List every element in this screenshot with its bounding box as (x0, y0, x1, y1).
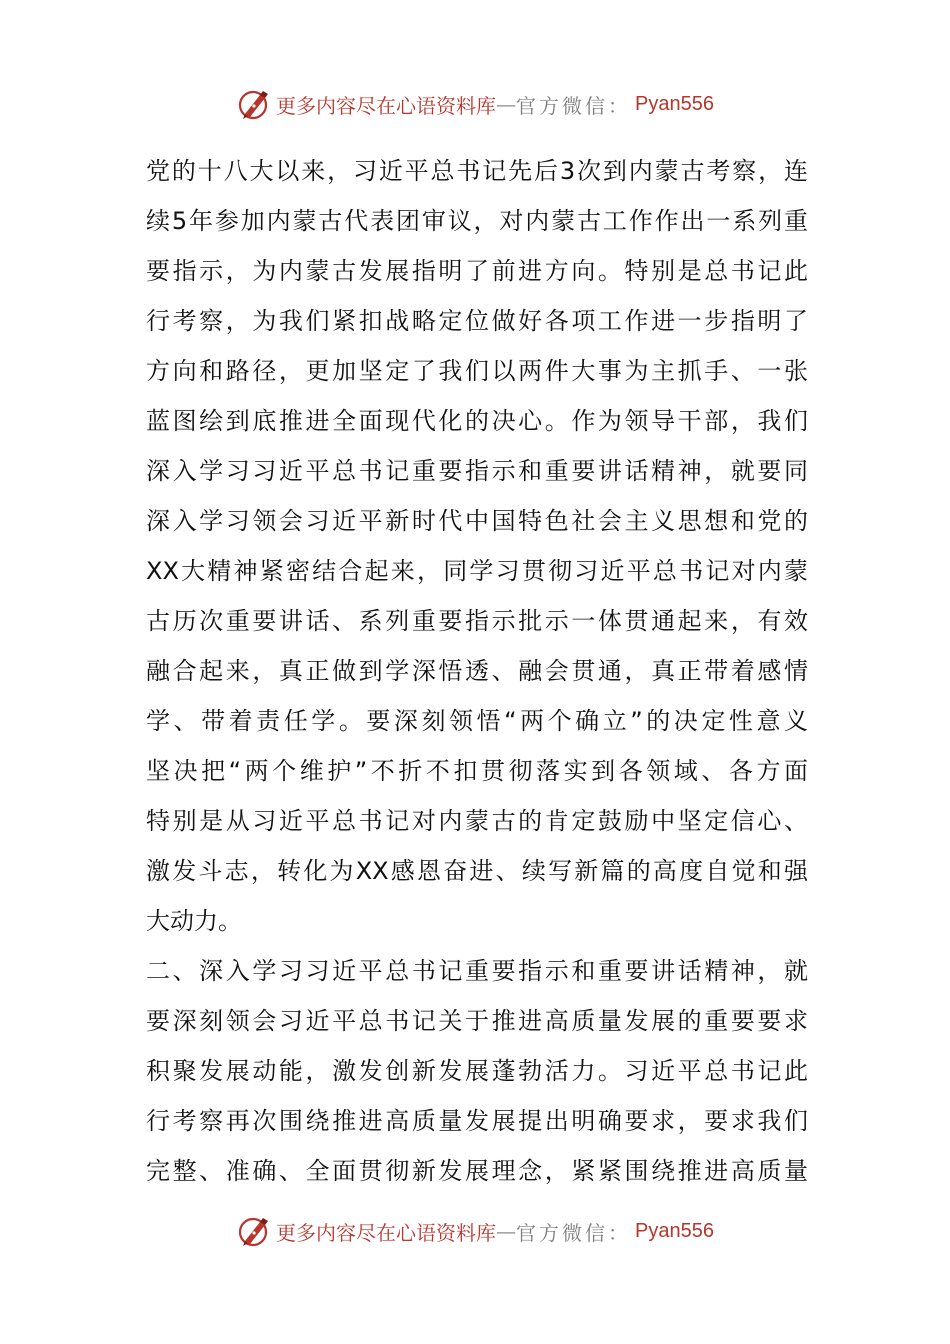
text-line-section-heading: 二、深入学习习近平总书记重要指示和重要讲话精神，就 (146, 957, 808, 985)
text-line: XX大精神紧密结合起来，同学习贯彻习近平总书记对内蒙 (146, 557, 808, 585)
watermark-label: 官方微信： (516, 1220, 632, 1245)
watermark-label: 官方微信： (516, 93, 632, 118)
watermark-wechat-id: Pyan556 (635, 1219, 714, 1242)
text-line: 行考察，为我们紧扣战略定位做好各项工作进一步指明了 (146, 307, 808, 335)
text-line: 要指示，为内蒙古发展指明了前进方向。特别是总书记此 (146, 257, 808, 285)
text-line: 蓝图绘到底推进全面现代化的决心。作为领导干部，我们 (146, 407, 808, 435)
text-line: 坚决把“两个维护”不折不扣贯彻落实到各领域、各方面 (146, 757, 808, 785)
text-line: 融合起来，真正做到学深悟透、融会贯通，真正带着感情 (146, 657, 808, 685)
document-body (146, 146, 808, 1196)
footer-watermark-banner (0, 1211, 950, 1251)
watermark-dash: — (496, 1219, 517, 1243)
text-line: 完整、准确、全面贯彻新发展理念，紧紧围绕推进高质量 (146, 1157, 808, 1185)
text-line-paragraph-end: 大动力。 (146, 907, 242, 935)
text-line: 激发斗志，转化为XX感恩奋进、续写新篇的高度自觉和强 (146, 857, 808, 885)
text-line: 续5年参加内蒙古代表团审议，对内蒙古工作作出一系列重 (146, 207, 808, 235)
text-line: 深入学习习近平总书记重要指示和重要讲话精神，就要同 (146, 457, 808, 485)
pen-nib-logo-icon (236, 86, 272, 122)
watermark-main-text: 更多内容尽在心语资料库 (276, 93, 497, 118)
text-line: 行考察再次围绕推进高质量发展提出明确要求，要求我们 (146, 1107, 808, 1135)
watermark-dash: — (496, 92, 517, 116)
text-line: 党的十八大以来，习近平总书记先后3次到内蒙古考察，连 (146, 157, 808, 185)
pen-nib-logo-icon (236, 1213, 272, 1249)
header-watermark-banner (0, 84, 950, 124)
text-line: 古历次重要讲话、系列重要指示批示一体贯通起来，有效 (146, 607, 808, 635)
text-line: 要深刻领会习近平总书记关于推进高质量发展的重要要求 (146, 1007, 808, 1035)
text-line: 特别是从习近平总书记对内蒙古的肯定鼓励中坚定信心、 (146, 807, 808, 835)
text-line: 积聚发展动能，激发创新发展蓬勃活力。习近平总书记此 (146, 1057, 808, 1085)
text-line: 学、带着责任学。要深刻领悟“两个确立”的决定性意义 (146, 707, 808, 735)
text-line: 方向和路径，更加坚定了我们以两件大事为主抓手、一张 (146, 357, 808, 385)
text-line: 深入学习领会习近平新时代中国特色社会主义思想和党的 (146, 507, 808, 535)
watermark-main-text: 更多内容尽在心语资料库 (276, 1220, 497, 1245)
watermark-wechat-id: Pyan556 (635, 92, 714, 115)
